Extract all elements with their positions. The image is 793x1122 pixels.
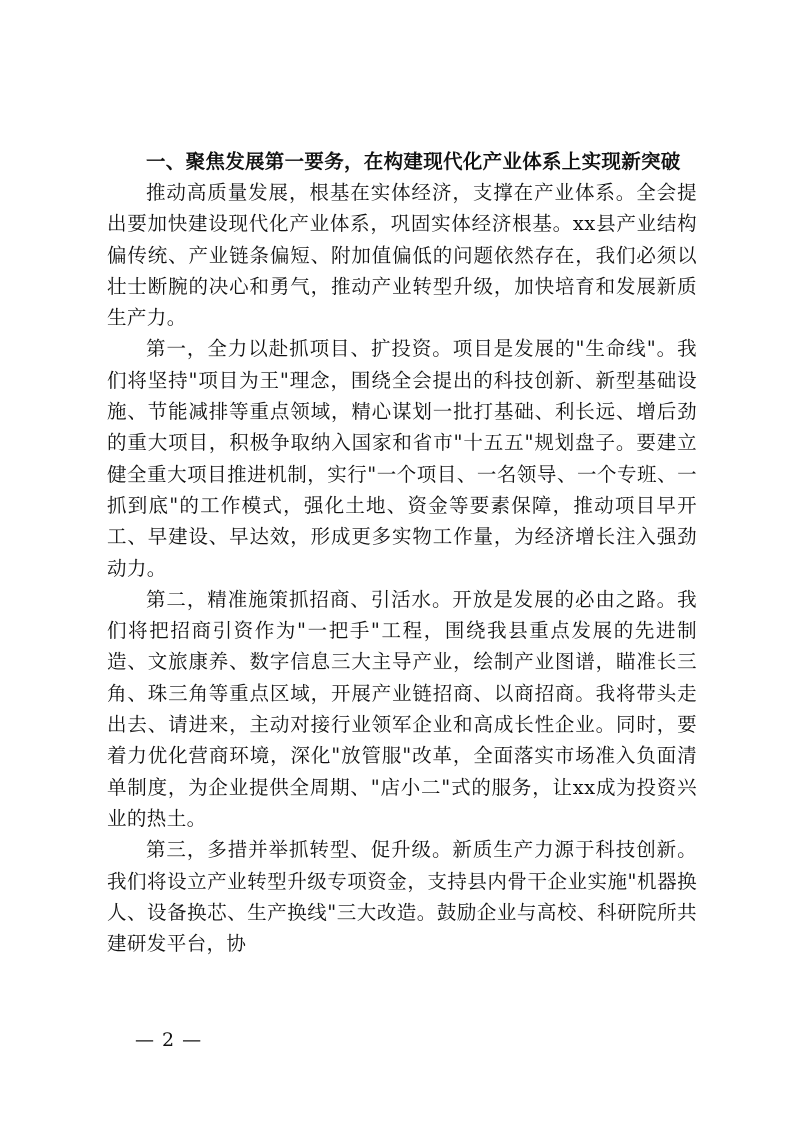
paragraph-intro: 推动高质量发展，根基在实体经济，支撑在产业体系。全会提出要加快建设现代化产业体系，巩固实体经济根基。xx县产业结构偏传统、产业链条偏短、附加值偏低的问题依然存在，我们必须以壮士断腕的决心和勇气，推动产业转型升级，加快培育和发展新质生产力。 bbox=[107, 181, 697, 330]
paragraph-first-point: 第一，全力以赴抓项目、扩投资。项目是发展的"生命线"。我们将坚持"项目为王"理念，围绕全会提出的科技创新、新型基础设施、节能减排等重点领域，精心谋划一批打基础、利长远、增后劲的重大项目，积极争取纳入国家和省市"十五五"规划盘子。要建立健全重大项目推进机制，实行"一个项目、一名领导、一个专班、一抓到底"的工作模式，强化土地、资金等要素保障，推动项目早开工、早建设、早达效，形成更多实物工作量，为经济增长注入强劲动力。 bbox=[107, 337, 697, 580]
document-body bbox=[107, 146, 697, 959]
paragraph-second-point: 第二，精准施策抓招商、引活水。开放是发展的必由之路。我们将把招商引资作为"一把手"工程，围绕我县重点发展的先进制造、文旅康养、数字信息三大主导产业，绘制产业图谱，瞄准长三角、珠三角等重点区域，开展产业链招商、以商招商。我将带头走出去、请进来，主动对接行业领军企业和高成长性企业。同时，要着力优化营商环境，深化"放管服"改革，全面落实市场准入负面清单制度，为企业提供全周期、"店小二"式的服务，让xx成为投资兴业的热土。 bbox=[107, 587, 697, 830]
page-number: — 2 — bbox=[135, 1029, 203, 1051]
section-heading: 一、聚焦发展第一要务，在构建现代化产业体系上实现新突破 bbox=[146, 150, 681, 173]
paragraph-third-point: 第三，多措并举抓转型、促升级。新质生产力源于科技创新。我们将设立产业转型升级专项资金，支持县内骨干企业实施"机器换人、设备换芯、生产换线"三大改造。鼓励企业与高校、科研院所共建研发平台，协 bbox=[107, 838, 697, 956]
